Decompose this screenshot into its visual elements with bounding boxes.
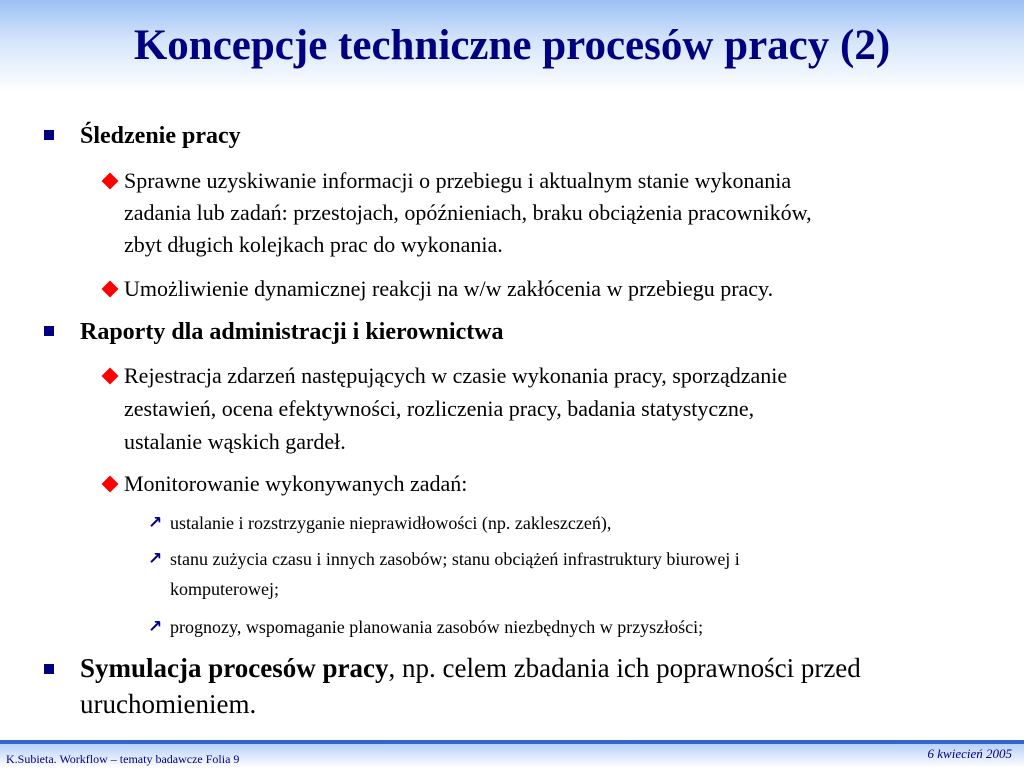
footer	[0, 744, 1024, 768]
sub-sub-bullet	[148, 612, 704, 642]
text-line: prognozy, wspomaganie planowania zasobów niezbędnych w przyszłości;	[170, 617, 704, 637]
text-line: stanu zużycia czasu i innych zasobów; stanu obciążeń infrastruktury biurowej i	[170, 549, 740, 569]
text-line: zestawień, ocena efektywności, rozliczenia pracy, badania statystyczne,	[124, 396, 755, 421]
square-bullet-icon	[44, 130, 54, 140]
text-line: Monitorowanie wykonywanych zadań:	[124, 471, 468, 496]
sub-sub-bullet	[148, 544, 740, 574]
diamond-bullet-icon	[102, 281, 119, 298]
text-line: ustalanie wąskich gardeł.	[124, 429, 346, 454]
arrow-up-right-icon: ↗	[148, 513, 163, 533]
square-bullet-icon	[44, 326, 54, 336]
diamond-bullet-icon	[102, 368, 119, 385]
bullet-symulacja: Symulacja procesów pracy, np. celem zbadania ich poprawności przed	[80, 652, 861, 685]
bullet-sledzenie-pracy: Śledzenie pracy	[80, 120, 241, 152]
text-line: zbyt długich kolejkach prac do wykonania.	[124, 232, 503, 257]
footer-author: K.Subieta. Workflow – tematy badawcze Folia 9	[6, 752, 240, 766]
text-line: zadania lub zadań: przestojach, opóźnieniach, braku obciążenia pracowników,	[124, 200, 812, 225]
sub-sub-bullet	[148, 508, 612, 538]
bullet-raporty: Raporty dla administracji i kierownictwa	[80, 316, 504, 348]
sub-bullet	[124, 273, 773, 306]
diamond-bullet-icon	[102, 173, 119, 190]
slide-title: Koncepcje techniczne procesów pracy (2)	[133, 22, 891, 69]
text-line: komputerowej;	[170, 579, 279, 599]
sub-bullet	[124, 468, 467, 501]
diamond-bullet-icon	[102, 476, 119, 493]
arrow-up-right-icon: ↗	[148, 617, 163, 637]
text-line: Sprawne uzyskiwanie informacji o przebiegu i aktualnym stanie wykonania	[124, 168, 792, 193]
text-line: ustalanie i rozstrzyganie nieprawidłowości (np. zakleszczeń),	[170, 513, 612, 533]
square-bullet-icon	[44, 664, 54, 674]
footer-date: 6 kwiecień 2005	[927, 746, 1012, 761]
sub-bullet	[124, 360, 787, 393]
sub-bullet	[124, 165, 791, 198]
arrow-up-right-icon: ↗	[148, 549, 163, 569]
text-line: Rejestracja zdarzeń następujących w czasie wykonania pracy, sporządzanie	[124, 363, 788, 388]
text-line: Umożliwienie dynamicznej reakcji na w/w zakłócenia w przebiegu pracy.	[124, 276, 774, 301]
text-line: uruchomieniem.	[80, 689, 257, 719]
